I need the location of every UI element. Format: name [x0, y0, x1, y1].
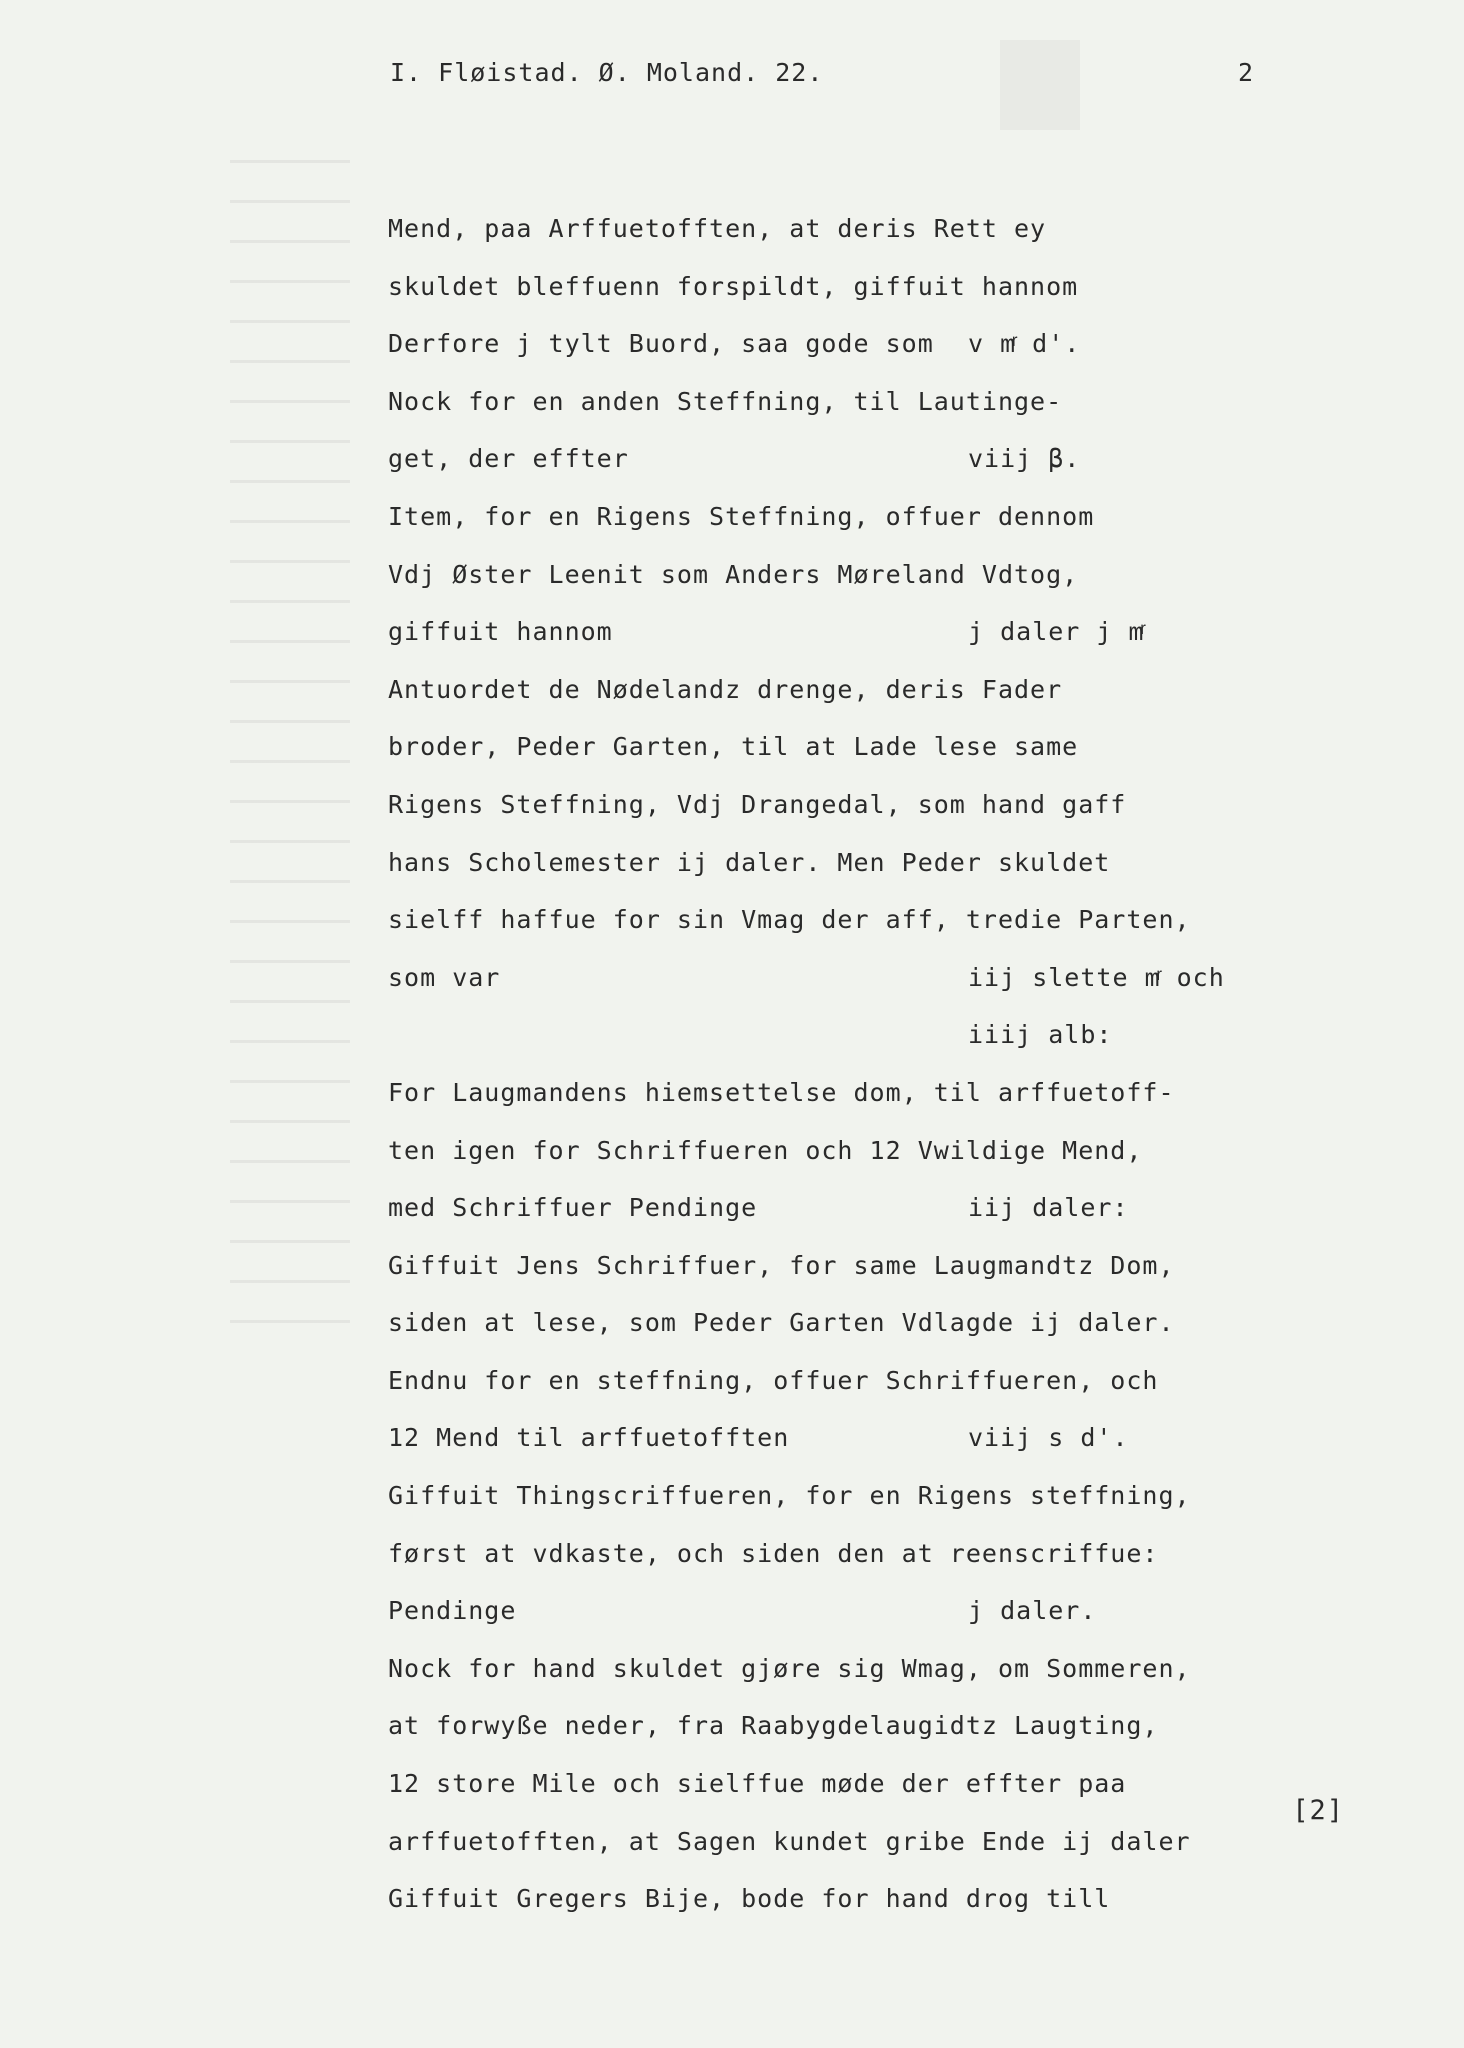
line-text: Antuordet de Nødelandz drenge, deris Fader — [388, 674, 1063, 704]
line-text: Rigens Steffning, Vdj Drangedal, som hand gaff — [388, 789, 1127, 819]
text-line — [388, 834, 1398, 892]
line-text: giffuit hannom — [388, 617, 613, 647]
line-text: Item, for en Rigens Steffning, offuer dennom — [388, 501, 1095, 531]
line-amount: viij β. — [968, 444, 1081, 474]
line-text: som var — [388, 962, 501, 992]
margin-note: [2] — [1292, 1795, 1344, 1826]
line-text: Mend, paa Arffuetofften, at deris Rett ey — [388, 214, 1047, 243]
text-line — [388, 1467, 1398, 1525]
line-text: Nock for en anden Steffning, til Lautinge- — [388, 386, 1063, 416]
text-line — [388, 1352, 1398, 1410]
line-text: skuldet bleffuenn forspildt, giffuit hannom — [388, 271, 1079, 301]
line-text: siden at lese, som Peder Garten Vdlagde ij daler. — [388, 1308, 1175, 1338]
text-line — [388, 891, 1398, 949]
text-line — [388, 200, 1398, 258]
line-text: Endnu for en steffning, offuer Schriffueren, och — [388, 1365, 1159, 1395]
line-text: at forwyße neder, fra Raabygdelaugidtz Laugting, — [388, 1711, 1159, 1741]
line-text: med Schriffuer Pendinge — [388, 1193, 758, 1223]
line-text: Nock for hand skuldet gjøre sig Wmag, om Sommeren, — [388, 1653, 1191, 1683]
text-line — [388, 1006, 1398, 1064]
line-text: broder, Peder Garten, til at Lade lese same — [388, 732, 1079, 762]
text-line — [388, 1697, 1398, 1755]
page-number: 2 — [1237, 58, 1254, 87]
text-line — [388, 1409, 1398, 1467]
text-line — [388, 258, 1398, 316]
text-line — [388, 1122, 1398, 1180]
text-line — [388, 1870, 1398, 1928]
text-line — [388, 661, 1398, 719]
text-line — [388, 1294, 1398, 1352]
text-line — [388, 1237, 1398, 1295]
line-amount: j daler. — [968, 1596, 1097, 1626]
line-text: 12 Mend til arffuetofften — [388, 1423, 790, 1453]
line-text: Giffuit Jens Schriffuer, for same Laugmandtz Dom, — [388, 1250, 1175, 1280]
line-text: Giffuit Thingscriffueren, for en Rigens steffning, — [388, 1481, 1191, 1511]
line-amount: j daler j mͬ — [968, 617, 1145, 647]
line-text: Vdj Øster Leenit som Anders Møreland Vdtog, — [388, 559, 1079, 589]
text-line — [388, 430, 1398, 488]
line-text: hans Scholemester ij daler. Men Peder skuldet — [388, 847, 1111, 877]
line-text: Pendinge — [388, 1596, 517, 1626]
text-line — [388, 1582, 1398, 1640]
text-line — [388, 718, 1398, 776]
line-text: 12 store Mile och sielffue møde der effter paa — [388, 1769, 1127, 1799]
line-amount: viij s d'. — [968, 1423, 1129, 1453]
bleed-through-shadow — [230, 160, 350, 1360]
text-line — [388, 776, 1398, 834]
text-line — [388, 315, 1398, 373]
text-line — [388, 1064, 1398, 1122]
line-amount: iiij alb: — [968, 1020, 1113, 1050]
text-line — [388, 1813, 1398, 1871]
text-line — [388, 373, 1398, 431]
transcription-body — [388, 200, 1398, 1928]
text-line — [388, 603, 1398, 661]
line-text: ten igen for Schriffueren och 12 Vwildige Mend, — [388, 1135, 1143, 1165]
line-amount: v mͬ d'. — [968, 329, 1081, 359]
text-line — [388, 949, 1398, 1007]
line-text: Derfore j tylt Buord, saa gode som — [388, 329, 934, 359]
line-text: sielff haffue for sin Vmag der aff, tredie Parten, — [388, 905, 1191, 935]
line-amount: iij daler: — [968, 1193, 1129, 1223]
line-text: get, der effter — [388, 444, 629, 474]
line-text: først at vdkaste, och siden den at reenscriffue: — [388, 1538, 1159, 1568]
header-title: I. Fløistad. Ø. Moland. 22. — [390, 58, 824, 87]
line-amount: iij slette mͬ och — [968, 962, 1225, 992]
line-text: arffuetofften, at Sagen kundet gribe Ende ij daler — [388, 1826, 1191, 1856]
text-line — [388, 546, 1398, 604]
line-text: For Laugmandens hiemsettelse dom, til arffuetoff- — [388, 1077, 1175, 1107]
text-line — [388, 1179, 1398, 1237]
bleed-through-mark — [1000, 40, 1080, 130]
text-line — [388, 1640, 1398, 1698]
text-line — [388, 488, 1398, 546]
text-line — [388, 1755, 1398, 1813]
text-line — [388, 1525, 1398, 1583]
line-text: Giffuit Gregers Bije, bode for hand drog till — [388, 1884, 1111, 1914]
